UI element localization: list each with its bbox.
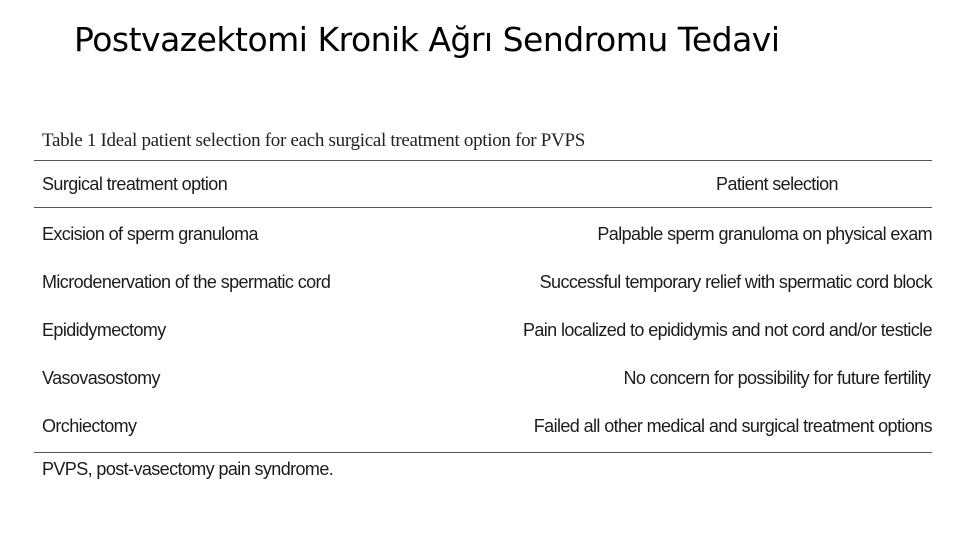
- treatment-cell: Excision of sperm granuloma: [42, 223, 258, 244]
- treatment-cell: Epididymectomy: [42, 319, 166, 340]
- treatment-cell: Microdenervation of the spermatic cord: [42, 271, 331, 292]
- table-header-row: [34, 161, 932, 207]
- column-header-treatment: Surgical treatment option: [42, 173, 228, 194]
- treatment-cell: Vasovasostomy: [42, 367, 160, 388]
- table-row: [34, 210, 932, 258]
- table-row: [34, 306, 932, 354]
- slide-title: Postvazektomi Kronik Ağrı Sendromu Tedavi: [74, 20, 780, 59]
- table-row: [34, 402, 932, 450]
- table-body: [34, 208, 932, 452]
- table-footnote: PVPS, post-vasectomy pain syndrome.: [42, 459, 334, 479]
- treatment-cell: Orchiectomy: [42, 415, 137, 436]
- table-row: [34, 258, 932, 306]
- selection-cell: No concern for possibility for future fertility: [623, 367, 931, 388]
- selection-cell: Pain localized to epididymis and not cord and/or testicle: [522, 319, 932, 340]
- table-row: [34, 354, 932, 402]
- treatment-table: [34, 126, 932, 485]
- selection-cell: Palpable sperm granuloma on physical exam: [597, 223, 932, 244]
- selection-cell: Failed all other medical and surgical treatment options: [533, 415, 932, 436]
- column-header-selection: Patient selection: [716, 173, 838, 194]
- table-caption: Table 1 Ideal patient selection for each surgical treatment option for PVPS: [42, 130, 586, 151]
- selection-cell: Successful temporary relief with spermatic cord block: [539, 271, 932, 292]
